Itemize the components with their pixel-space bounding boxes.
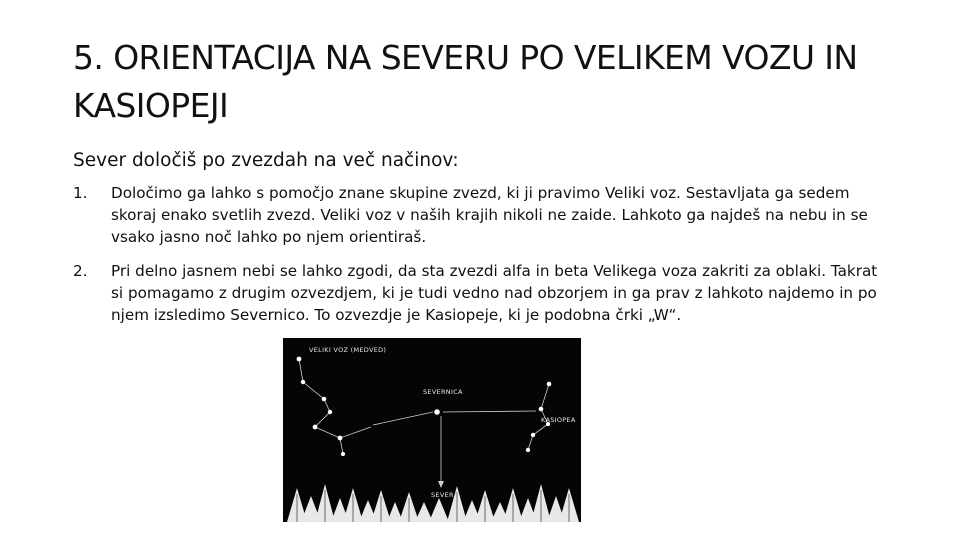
star	[338, 436, 343, 441]
label-cassiopeia: KASIOPEA	[541, 416, 576, 424]
label-north: SEVER	[431, 491, 454, 499]
list-item-text: Določimo ga lahko s pomočjo znane skupine zvezd, ki ji pravimo Veliki voz. Sestavljata ga sedem skoraj enako svetlih zvezd. Veliki voz v naših krajih nikoli ne zaide. Lahkoto ga najdeš na nebu in se vsako jasno noč lahko po njem orientiraš.	[111, 184, 868, 246]
tree-icon	[429, 498, 449, 522]
intro-text: Sever določiš po zvezdah na več načinov:	[73, 150, 459, 171]
tree-line	[287, 484, 579, 522]
star	[531, 433, 535, 437]
star	[297, 357, 302, 362]
star	[341, 452, 345, 456]
cassiopeia-pointer-line	[443, 411, 536, 412]
star	[547, 382, 552, 387]
list-item-number: 1.	[73, 184, 88, 202]
title-number: 5.	[73, 38, 104, 77]
star	[539, 407, 544, 412]
star	[526, 448, 530, 452]
list-item	[73, 260, 893, 326]
star	[301, 380, 305, 384]
title-text: ORIENTACIJA NA SEVERU PO VELIKEM VOZU IN KASIOPEJI	[73, 38, 858, 125]
north-arrowhead	[438, 481, 444, 488]
label-big-dipper: VELIKI VOZ (MEDVED)	[309, 346, 387, 354]
list-item-number: 2.	[73, 262, 88, 280]
big-dipper-lines	[299, 359, 371, 438]
polaris-star	[434, 409, 440, 415]
star	[328, 410, 332, 414]
slide-title	[73, 34, 893, 130]
big-dipper-handle-end	[340, 438, 343, 454]
label-polaris: SEVERNICA	[423, 388, 463, 396]
list-item-text: Pri delno jasnem nebi se lahko zgodi, da sta zvezdi alfa in beta Velikega voza zakriti za oblaki. Takrat si pomagamo z drugim ozvezdjem, ki je tudi vedno nad obzorjem in ga prav z lahkoto najdemo in po njem izsledimo Severnico. To ozvezdje je Kasiopeje, ki je podobna črki „W“.	[111, 262, 878, 324]
stars-group	[297, 357, 552, 457]
star	[322, 397, 327, 402]
pointer-line	[373, 412, 433, 425]
list-item	[73, 182, 893, 248]
numbered-list	[73, 182, 893, 338]
star	[313, 425, 318, 430]
constellation-diagram	[283, 338, 581, 522]
constellation-figure	[283, 338, 581, 522]
